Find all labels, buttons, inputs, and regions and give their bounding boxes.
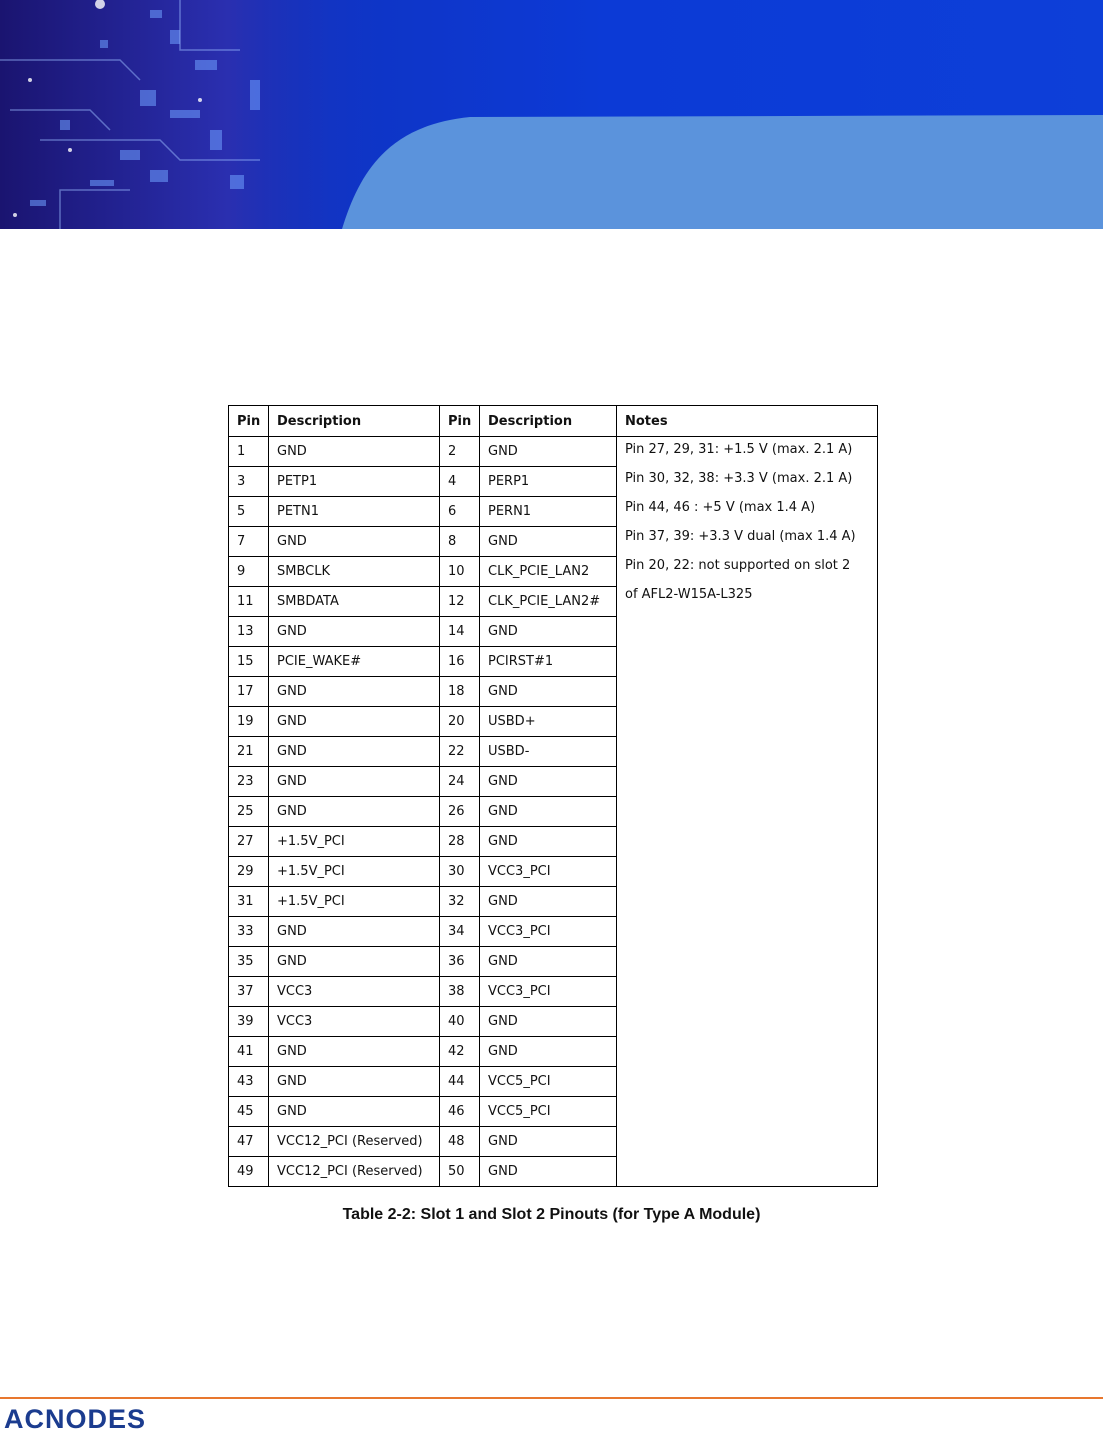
pin-description-cell: GND bbox=[269, 677, 440, 707]
footer-divider bbox=[0, 1397, 1103, 1399]
pin-description-cell: GND bbox=[480, 527, 617, 557]
pin-description-cell: VCC3 bbox=[269, 1007, 440, 1037]
pin-description-cell: GND bbox=[480, 437, 617, 467]
pin-description-cell: GND bbox=[480, 947, 617, 977]
pin-number-cell: 2 bbox=[440, 437, 480, 467]
pin-number-cell: 22 bbox=[440, 737, 480, 767]
pin-description-cell: VCC3 bbox=[269, 977, 440, 1007]
pin-number-cell: 40 bbox=[440, 1007, 480, 1037]
pin-number-cell: 7 bbox=[229, 527, 269, 557]
pin-description-cell: GND bbox=[480, 1157, 617, 1187]
pin-description-cell: CLK_PCIE_LAN2 bbox=[480, 557, 617, 587]
pin-number-cell: 14 bbox=[440, 617, 480, 647]
pin-number-cell: 36 bbox=[440, 947, 480, 977]
pin-number-cell: 12 bbox=[440, 587, 480, 617]
pin-description-cell: VCC3_PCI bbox=[480, 917, 617, 947]
pin-description-cell: GND bbox=[480, 827, 617, 857]
pin-description-cell: VCC5_PCI bbox=[480, 1067, 617, 1097]
pin-number-cell: 3 bbox=[229, 467, 269, 497]
pin-description-cell: GND bbox=[480, 767, 617, 797]
pin-number-cell: 29 bbox=[229, 857, 269, 887]
pin-description-cell: GND bbox=[269, 1067, 440, 1097]
pin-description-cell: GND bbox=[480, 797, 617, 827]
pin-number-cell: 24 bbox=[440, 767, 480, 797]
pin-number-cell: 44 bbox=[440, 1067, 480, 1097]
pin-number-cell: 19 bbox=[229, 707, 269, 737]
pin-number-cell: 35 bbox=[229, 947, 269, 977]
note-line: of AFL2-W15A-L325 bbox=[625, 587, 753, 602]
banner-wave-shape bbox=[0, 0, 1103, 229]
pin-number-cell: 30 bbox=[440, 857, 480, 887]
pin-description-cell: GND bbox=[480, 1127, 617, 1157]
pin-description-cell: PERN1 bbox=[480, 497, 617, 527]
pin-number-cell: 1 bbox=[229, 437, 269, 467]
pin-number-cell: 9 bbox=[229, 557, 269, 587]
pin-number-cell: 11 bbox=[229, 587, 269, 617]
header-description: Description bbox=[480, 406, 617, 437]
table-row bbox=[229, 437, 878, 467]
note-line: Pin 30, 32, 38: +3.3 V (max. 2.1 A) bbox=[625, 471, 853, 486]
pin-number-cell: 23 bbox=[229, 767, 269, 797]
pin-number-cell: 27 bbox=[229, 827, 269, 857]
pin-number-cell: 46 bbox=[440, 1097, 480, 1127]
pin-number-cell: 26 bbox=[440, 797, 480, 827]
pin-number-cell: 41 bbox=[229, 1037, 269, 1067]
pin-number-cell: 32 bbox=[440, 887, 480, 917]
note-line: Pin 37, 39: +3.3 V dual (max 1.4 A) bbox=[625, 529, 856, 544]
pin-number-cell: 17 bbox=[229, 677, 269, 707]
notes-cell bbox=[617, 437, 878, 1187]
pin-number-cell: 47 bbox=[229, 1127, 269, 1157]
pin-description-cell: GND bbox=[269, 917, 440, 947]
pin-description-cell: GND bbox=[269, 437, 440, 467]
pin-description-cell: VCC5_PCI bbox=[480, 1097, 617, 1127]
pin-number-cell: 28 bbox=[440, 827, 480, 857]
note-line: Pin 27, 29, 31: +1.5 V (max. 2.1 A) bbox=[625, 442, 853, 457]
pin-description-cell: GND bbox=[269, 1097, 440, 1127]
table-body bbox=[229, 437, 878, 1187]
pin-number-cell: 37 bbox=[229, 977, 269, 1007]
pin-description-cell: VCC3_PCI bbox=[480, 857, 617, 887]
table-caption: Table 2-2: Slot 1 and Slot 2 Pinouts (for Type A Module) bbox=[342, 1206, 761, 1223]
pin-number-cell: 49 bbox=[229, 1157, 269, 1187]
header-pin: Pin bbox=[440, 406, 480, 437]
pin-description-cell: GND bbox=[480, 617, 617, 647]
header-notes: Notes bbox=[617, 406, 878, 437]
pin-number-cell: 39 bbox=[229, 1007, 269, 1037]
header-description: Description bbox=[269, 406, 440, 437]
pin-number-cell: 34 bbox=[440, 917, 480, 947]
pin-description-cell: PETN1 bbox=[269, 497, 440, 527]
pin-description-cell: GND bbox=[269, 767, 440, 797]
pin-description-cell: PCIRST#1 bbox=[480, 647, 617, 677]
pin-description-cell: GND bbox=[269, 707, 440, 737]
pin-number-cell: 33 bbox=[229, 917, 269, 947]
pin-description-cell: GND bbox=[480, 1037, 617, 1067]
note-line: Pin 20, 22: not supported on slot 2 bbox=[625, 558, 851, 573]
pin-description-cell: GND bbox=[480, 677, 617, 707]
pin-description-cell: SMBDATA bbox=[269, 587, 440, 617]
pin-number-cell: 5 bbox=[229, 497, 269, 527]
pin-description-cell: GND bbox=[269, 797, 440, 827]
pinout-table bbox=[228, 405, 878, 1187]
pin-description-cell: GND bbox=[269, 617, 440, 647]
pin-number-cell: 31 bbox=[229, 887, 269, 917]
pin-description-cell: +1.5V_PCI bbox=[269, 857, 440, 887]
pin-number-cell: 10 bbox=[440, 557, 480, 587]
note-line: Pin 44, 46 : +5 V (max 1.4 A) bbox=[625, 500, 816, 515]
pin-description-cell: USBD+ bbox=[480, 707, 617, 737]
pin-description-cell: +1.5V_PCI bbox=[269, 827, 440, 857]
table-header-row bbox=[229, 406, 878, 437]
pin-number-cell: 20 bbox=[440, 707, 480, 737]
pin-number-cell: 43 bbox=[229, 1067, 269, 1097]
pin-description-cell: CLK_PCIE_LAN2# bbox=[480, 587, 617, 617]
pin-number-cell: 18 bbox=[440, 677, 480, 707]
acnodes-logo: ACNODES bbox=[4, 1404, 147, 1434]
header-pin: Pin bbox=[229, 406, 269, 437]
pin-description-cell: PCIE_WAKE# bbox=[269, 647, 440, 677]
pin-number-cell: 16 bbox=[440, 647, 480, 677]
header-banner bbox=[0, 0, 1103, 229]
pin-description-cell: GND bbox=[269, 947, 440, 977]
pin-description-cell: VCC12_PCI (Reserved) bbox=[269, 1127, 440, 1157]
pin-number-cell: 45 bbox=[229, 1097, 269, 1127]
pin-number-cell: 8 bbox=[440, 527, 480, 557]
pin-number-cell: 50 bbox=[440, 1157, 480, 1187]
pin-number-cell: 21 bbox=[229, 737, 269, 767]
pin-description-cell: GND bbox=[269, 737, 440, 767]
pin-description-cell: GND bbox=[269, 527, 440, 557]
pin-number-cell: 4 bbox=[440, 467, 480, 497]
pin-description-cell: PETP1 bbox=[269, 467, 440, 497]
pin-description-cell: VCC3_PCI bbox=[480, 977, 617, 1007]
pin-number-cell: 25 bbox=[229, 797, 269, 827]
pin-number-cell: 38 bbox=[440, 977, 480, 1007]
pin-description-cell: USBD- bbox=[480, 737, 617, 767]
pin-description-cell: GND bbox=[269, 1037, 440, 1067]
pin-description-cell: +1.5V_PCI bbox=[269, 887, 440, 917]
pin-description-cell: GND bbox=[480, 1007, 617, 1037]
pin-number-cell: 15 bbox=[229, 647, 269, 677]
pin-description-cell: PERP1 bbox=[480, 467, 617, 497]
pin-number-cell: 6 bbox=[440, 497, 480, 527]
pin-description-cell: SMBCLK bbox=[269, 557, 440, 587]
pin-number-cell: 42 bbox=[440, 1037, 480, 1067]
pin-description-cell: GND bbox=[480, 887, 617, 917]
pin-number-cell: 13 bbox=[229, 617, 269, 647]
pin-number-cell: 48 bbox=[440, 1127, 480, 1157]
pin-description-cell: VCC12_PCI (Reserved) bbox=[269, 1157, 440, 1187]
